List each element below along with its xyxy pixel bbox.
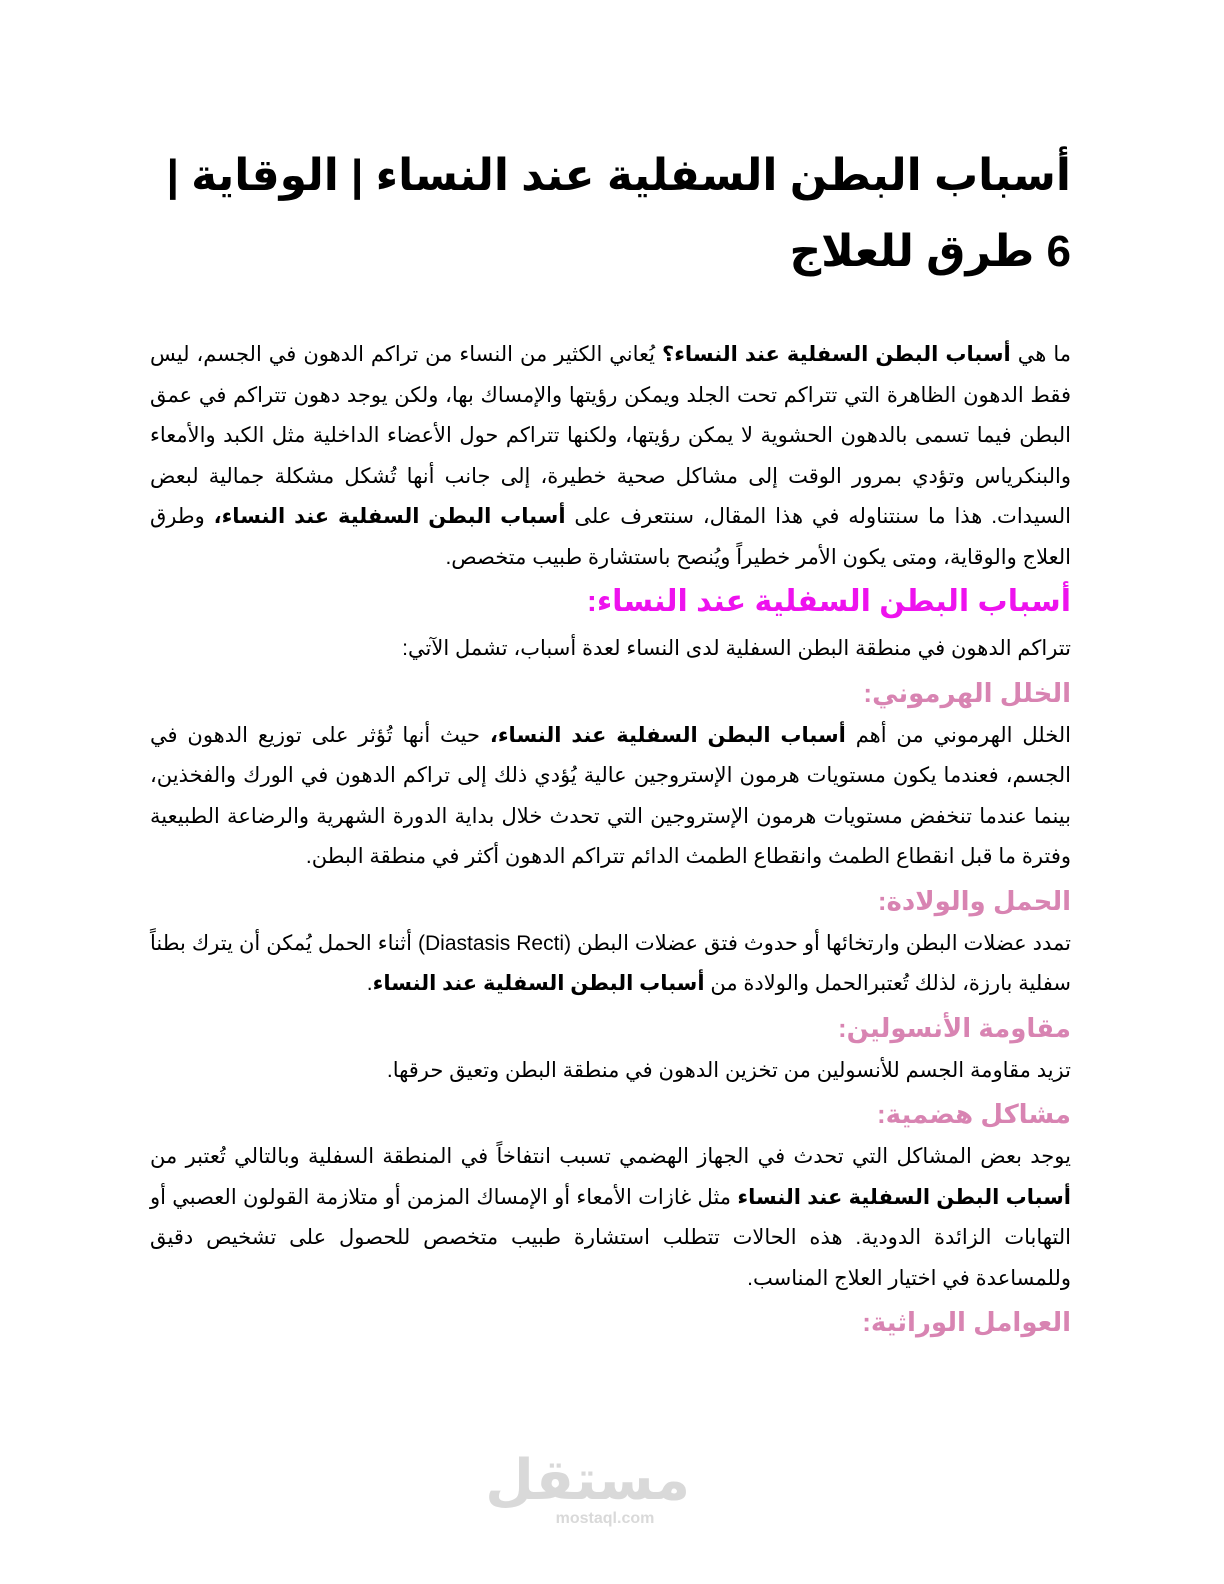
intro-paragraph — [150, 335, 1071, 578]
intro-bold-1: أسباب البطن السفلية عند النساء؟ — [662, 343, 1011, 366]
insulin-paragraph: تزيد مقاومة الجسم للأنسولين من تخزين الدهون في منطقة البطن وتعيق حرقها. — [386, 1058, 1071, 1082]
subheading-pregnancy: الحمل والولادة: — [877, 885, 1071, 916]
document-page — [150, 0, 1071, 1584]
intro-bold-2: أسباب البطن السفلية عند النساء، — [213, 505, 566, 528]
section-heading-causes: أسباب البطن السفلية عند النساء: — [586, 585, 1071, 618]
digestive-paragraph — [150, 1137, 1071, 1299]
pregnancy-paragraph — [150, 924, 1071, 1005]
mostaql-watermark-logo — [485, 1448, 690, 1528]
pregnancy-text-2: . — [366, 972, 373, 995]
subheading-insulin: مقاومة الأنسولين: — [837, 1012, 1071, 1043]
subheading-hormonal: الخلل الهرموني: — [863, 677, 1071, 708]
digestive-text-1: يوجد بعض المشاكل التي تحدث في الجهاز الهضمي تسبب انتفاخاً في المنطقة السفلية وبالتالي تُعتبر من — [150, 1145, 1071, 1168]
watermark-url: mostaql.com — [555, 1510, 655, 1527]
hormonal-bold-1: أسباب البطن السفلية عند النساء، — [489, 723, 846, 747]
hormonal-text-2: حيث أنها تُؤثر على توزيع الدهون في الجسم، فعندما يكون مستويات هرمون الإستروجين عالية يُؤدي ذلك إلى تراكم الدهون في الورك والفخذين، بينما عندما تنخفض مستويات هرمون الإستروجين التي تحدث خلال بداية الدورة الشهرية والرضاعة الطبيعية وفترة ما قبل انقطاع الطمث وانقطاع الطمث الدائم تتراكم الدهون أكثر في منطقة البطن. — [150, 723, 1071, 868]
subheading-digestive: مشاكل هضمية: — [877, 1099, 1071, 1129]
intro-text-2: يُعاني الكثير من النساء من تراكم الدهون في الجسم، ليس فقط الدهون الظاهرة التي تتراكم تحت الجلد ويمكن رؤيتها والإمساك بها، ولكن يوجد دهون تتراكم في عمق البطن فيما تسمى بالدهون الحشوية لا يمكن رؤيتها، ولكنها تتراكم حول الأعضاء الداخلية مثل الكبد والأمعاء والبنكرياس وتؤدي بمرور الوقت إلى مشاكل صحية خطيرة، إلى جانب أنها تُشكل مشكلة جمالية لبعض السيدات. هذا ما سنتناوله في هذا المقال، سنتعرف على — [150, 343, 1071, 528]
causes-lead-paragraph: تتراكم الدهون في منطقة البطن السفلية لدى النساء لعدة أسباب، تشمل الآتي: — [402, 637, 1071, 660]
article-title: أسباب البطن السفلية عند النساء | الوقاية | 6 طرق للعلاج — [166, 151, 1071, 276]
article-content — [150, 335, 1071, 1345]
subheading-genetic: العوامل الوراثية: — [862, 1307, 1071, 1337]
pregnancy-bold-1: أسباب البطن السفلية عند النساء — [372, 972, 705, 995]
digestive-bold-1: أسباب البطن السفلية عند النساء — [737, 1185, 1072, 1209]
pregnancy-text-1: تمدد عضلات البطن وارتخائها أو حدوث فتق عضلات البطن (Diastasis Recti) أثناء الحمل يُمكن أن يترك بطناً سفلية بارزة، لذلك تُعتبرالحمل والولادة من — [150, 931, 1071, 995]
hormonal-text-1: الخلل الهرموني من أهم — [845, 723, 1071, 747]
watermark-logo-text: مستقل — [485, 1448, 690, 1511]
hormonal-paragraph — [150, 716, 1071, 878]
intro-text-1: ما هي — [1010, 343, 1071, 366]
intro-text-3: وطرق العلاج والوقاية، ومتى يكون الأمر خطيراً ويُنصح باستشارة طبيب متخصص. — [150, 505, 1071, 569]
digestive-text-2: مثل غازات الأمعاء أو الإمساك المزمن أو متلازمة القولون العصبي أو التهابات الزائدة الدودية. هذه الحالات تتطلب استشارة طبيب متخصص للحصول على تشخيص دقيق وللمساعدة في اختيار العلاج المناسب. — [150, 1185, 1071, 1290]
